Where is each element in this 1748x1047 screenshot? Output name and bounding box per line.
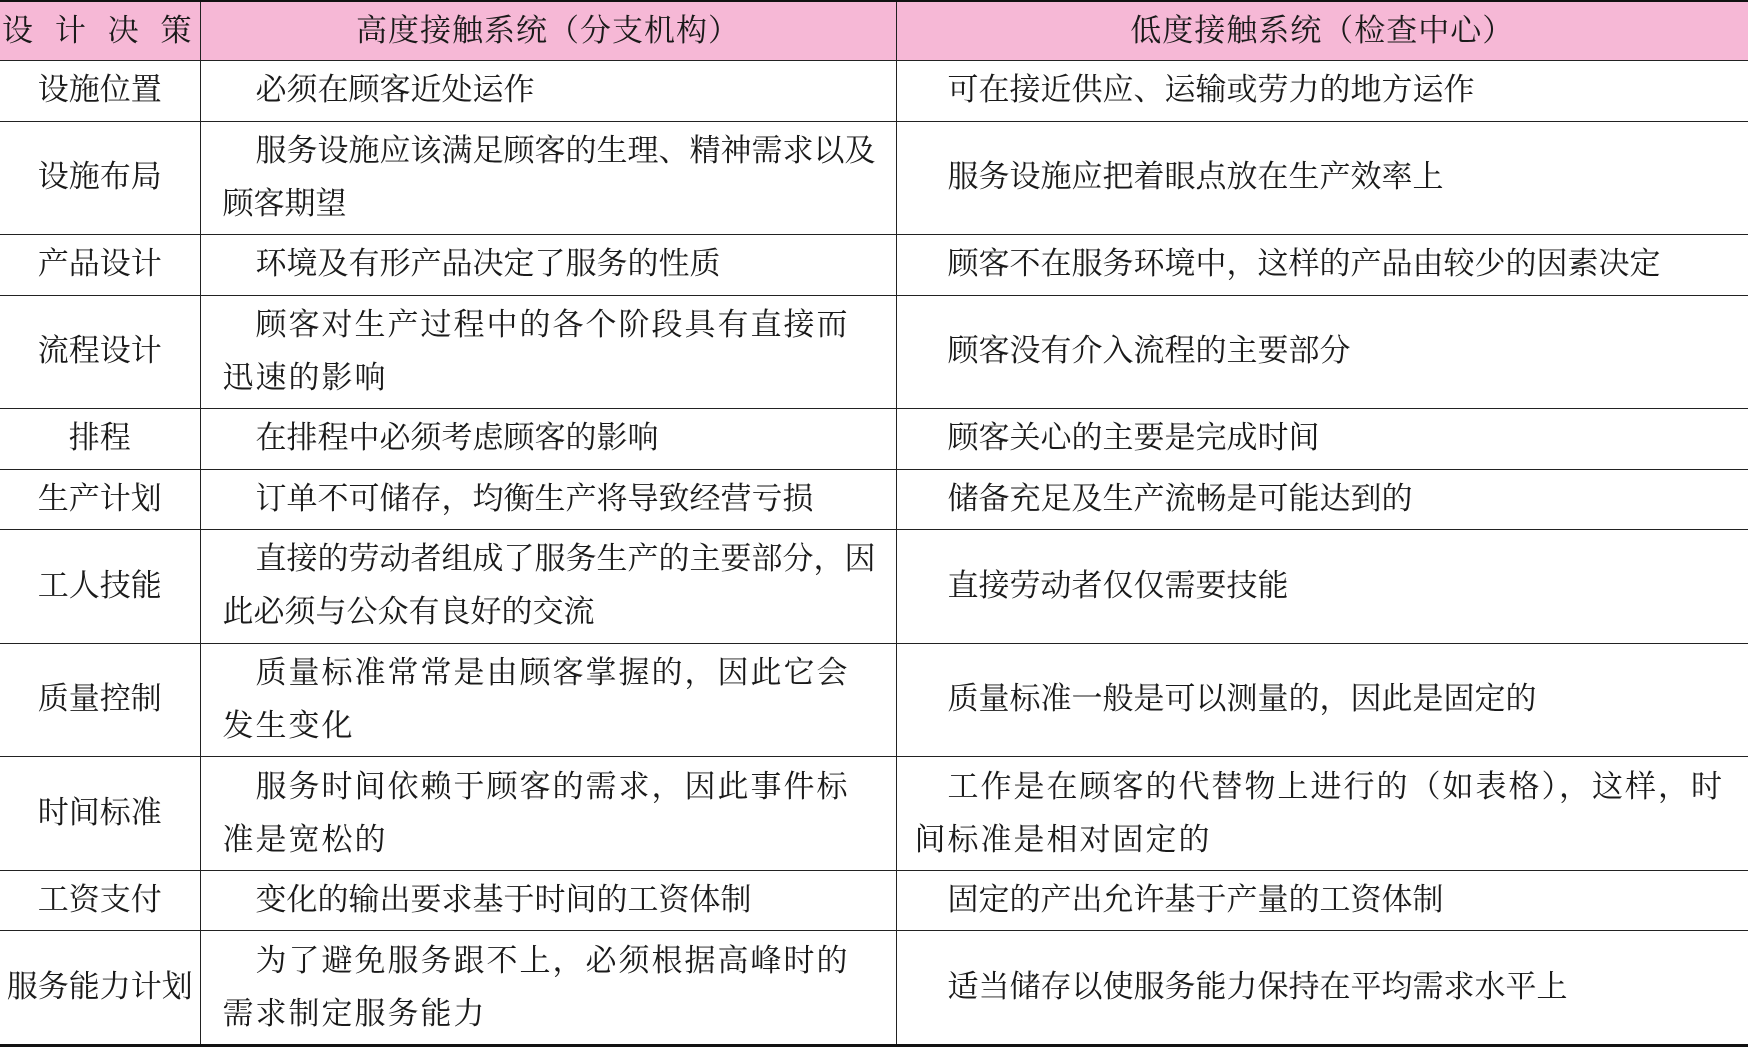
row-low-contact-cell bbox=[896, 530, 1748, 644]
row-low-contact-cell bbox=[896, 469, 1748, 530]
row-decision: 产品设计 bbox=[0, 235, 200, 296]
row-high-contact-cell bbox=[200, 469, 896, 530]
row-high-contact-cell bbox=[200, 121, 896, 235]
row-high-contact-cell bbox=[200, 757, 896, 871]
row-low-contact-cell bbox=[896, 61, 1748, 122]
row-low-contact-text: 质量标准一般是可以测量的，因此是固定的 bbox=[947, 681, 1537, 718]
row-decision: 生产计划 bbox=[0, 469, 200, 530]
row-low-contact-cell bbox=[896, 643, 1748, 757]
table-row bbox=[0, 530, 1748, 644]
row-decision: 工人技能 bbox=[0, 530, 200, 644]
row-decision: 质量控制 bbox=[0, 643, 200, 757]
row-high-contact-text: 订单不可储存，均衡生产将导致经营亏损 bbox=[255, 480, 814, 517]
row-low-contact-cell bbox=[896, 295, 1748, 409]
row-decision: 工资支付 bbox=[0, 870, 200, 931]
row-low-contact-cell bbox=[896, 235, 1748, 296]
row-high-contact-text: 直接的劳动者组成了服务生产的主要部分，因此必须与公众有良好的交流 bbox=[222, 541, 876, 631]
table-row bbox=[0, 931, 1748, 1046]
row-low-contact-text: 可在接近供应、运输或劳力的地方运作 bbox=[947, 72, 1475, 109]
header-high-contact-system: 高度接触系统（分支机构） bbox=[200, 1, 896, 61]
row-low-contact-text: 顾客关心的主要是完成时间 bbox=[947, 420, 1320, 457]
row-high-contact-cell bbox=[200, 643, 896, 757]
row-low-contact-text: 顾客没有介入流程的主要部分 bbox=[947, 333, 1351, 370]
table-row bbox=[0, 409, 1748, 470]
row-high-contact-cell bbox=[200, 530, 896, 644]
row-low-contact-text: 储备充足及生产流畅是可能达到的 bbox=[947, 480, 1413, 517]
row-high-contact-text: 质量标准常常是由顾客掌握的，因此它会发生变化 bbox=[222, 654, 850, 744]
row-decision: 服务能力计划 bbox=[0, 931, 200, 1046]
row-low-contact-cell bbox=[896, 121, 1748, 235]
row-low-contact-cell bbox=[896, 931, 1748, 1046]
table-row bbox=[0, 870, 1748, 931]
row-high-contact-cell bbox=[200, 409, 896, 470]
row-high-contact-cell bbox=[200, 931, 896, 1046]
row-low-contact-cell bbox=[896, 757, 1748, 871]
row-high-contact-text: 在排程中必须考虑顾客的影响 bbox=[255, 420, 659, 457]
row-high-contact-cell bbox=[200, 870, 896, 931]
row-high-contact-cell bbox=[200, 295, 896, 409]
row-decision: 设施布局 bbox=[0, 121, 200, 235]
row-low-contact-text: 工作是在顾客的代替物上进行的（如表格），这样，时间标准是相对固定的 bbox=[914, 768, 1724, 858]
row-low-contact-text: 顾客不在服务环境中，这样的产品由较少的因素决定 bbox=[947, 246, 1661, 283]
table-row bbox=[0, 295, 1748, 409]
header-low-contact-system: 低度接触系统（检查中心） bbox=[896, 1, 1748, 61]
row-decision: 时间标准 bbox=[0, 757, 200, 871]
table-row bbox=[0, 235, 1748, 296]
row-high-contact-text: 为了避免服务跟不上，必须根据高峰时的需求制定服务能力 bbox=[222, 942, 850, 1032]
row-high-contact-text: 环境及有形产品决定了服务的性质 bbox=[255, 246, 721, 283]
table-header-row bbox=[0, 1, 1748, 61]
table-row bbox=[0, 757, 1748, 871]
row-high-contact-text: 变化的输出要求基于时间的工资体制 bbox=[255, 882, 752, 919]
row-high-contact-text: 顾客对生产过程中的各个阶段具有直接而迅速的影响 bbox=[222, 306, 850, 396]
row-low-contact-text: 服务设施应把着眼点放在生产效率上 bbox=[947, 159, 1444, 196]
table-row bbox=[0, 643, 1748, 757]
row-decision: 设施位置 bbox=[0, 61, 200, 122]
row-low-contact-cell bbox=[896, 870, 1748, 931]
row-high-contact-cell bbox=[200, 61, 896, 122]
row-decision: 排程 bbox=[0, 409, 200, 470]
row-low-contact-text: 直接劳动者仅仅需要技能 bbox=[947, 567, 1289, 604]
row-high-contact-text: 服务设施应该满足顾客的生理、精神需求以及顾客期望 bbox=[222, 132, 876, 222]
header-design-decision: 设 计 决 策 bbox=[0, 1, 200, 61]
row-high-contact-text: 必须在顾客近处运作 bbox=[255, 72, 535, 109]
table-row bbox=[0, 469, 1748, 530]
row-low-contact-text: 固定的产出允许基于产量的工资体制 bbox=[947, 882, 1444, 919]
row-high-contact-text: 服务时间依赖于顾客的需求，因此事件标准是宽松的 bbox=[222, 768, 850, 858]
row-low-contact-cell bbox=[896, 409, 1748, 470]
row-low-contact-text: 适当储存以使服务能力保持在平均需求水平上 bbox=[947, 969, 1568, 1006]
table-row bbox=[0, 61, 1748, 122]
row-high-contact-cell bbox=[200, 235, 896, 296]
row-decision: 流程设计 bbox=[0, 295, 200, 409]
table-row bbox=[0, 121, 1748, 235]
